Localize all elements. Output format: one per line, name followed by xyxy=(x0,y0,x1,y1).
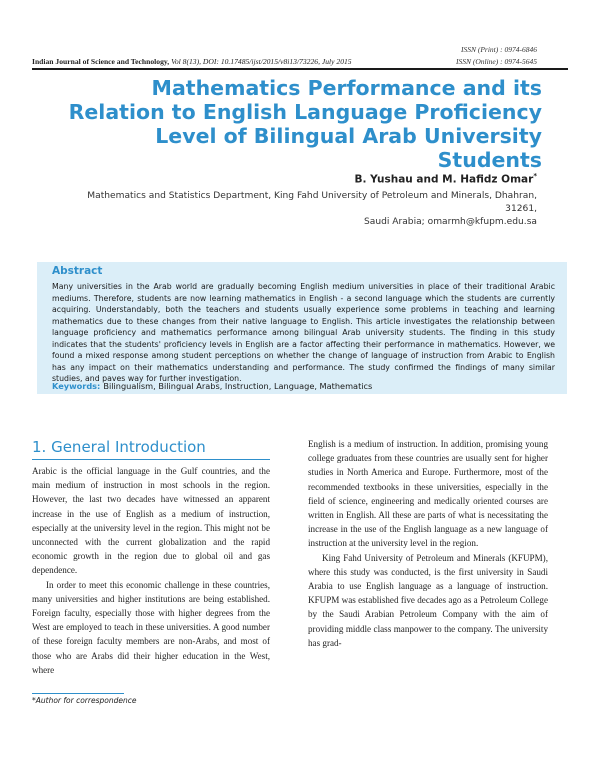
journal-name: Indian Journal of Science and Technology, xyxy=(32,57,170,66)
affiliation-line-1: Mathematics and Statistics Department, King Fahd University of Petroleum and Minerals, Dhahran, 31261, xyxy=(87,191,537,214)
author-mark: * xyxy=(533,172,537,180)
keywords xyxy=(52,381,372,391)
keywords-text: Bilingualism, Bilingual Arabs, Instruction, Language, Mathematics xyxy=(103,381,373,391)
right-paragraph-1: English is a medium of instruction. In addition, promising young college graduates from these countries are usually sent for higher studies in North America and Europe. Furthermore, most of the recommended textbooks in these universities, especially in the field of science, engineering and medically oriented courses are written in English. All these are parts of what is necessitating the increase in the use of the English language as a new language of instruction at the university level in the region. xyxy=(308,439,548,549)
author-names: B. Yushau and M. Hafidz Omar xyxy=(354,173,534,186)
keywords-label: Keywords: xyxy=(52,381,101,391)
journal-details: Vol 8(13), DOI: 10.17485/ijst/2015/v8i13/73226, July 2015 xyxy=(171,57,352,66)
authors xyxy=(355,172,537,186)
issn-online: ISSN (Online) : 0974-5645 xyxy=(455,57,537,66)
section-rule xyxy=(32,459,270,460)
left-paragraph-1: Arabic is the official language in the Gulf countries, and the main medium of instruction in most schools in the region. However, the last two decades have witnessed an apparent increase in the use of English as a medium of instruction, especially at the university level in the region. This might not be unconnected with the current globalization and the rapid economic growth in the region due to global oil and gas dependence. xyxy=(32,466,270,576)
right-paragraph-2: King Fahd University of Petroleum and Minerals (KFUPM), where this study was conducted, is the first university in Saudi Arabia to use English language as a language of instruction. KFUPM was established five decades ago as a Petroleum College by the Saudi Arabian Petroleum Company with the aim of providing middle class manpower to the company. The university has grad- xyxy=(308,552,548,648)
affiliation xyxy=(80,190,537,229)
header-rule xyxy=(32,68,568,70)
section-title: 1. General Introduction xyxy=(32,438,206,456)
abstract-text: Many universities in the Arab world are gradually becoming English medium universities in place of their traditional Arabic mediums. Therefore, students are now learning mathematics in English - a second language which the students are currently acquiring. Understandably, both the teachers and students usually experience some problems in teaching and learning mathematics due to these changes from their native language to English. This article investigates the relationship between language proficiency and mathematics performance among bilingual Arab university students. The finding in this study indicates that the students' proficiency levels in English are a factor affecting their performance in mathematics. However, we found a mixed response among student perceptions on whether the change of language of instruction from Arabic to English has any impact on their mathematics understanding and performance. The study confirmed the findings of many similar studies, and paves way for further investigation. xyxy=(52,282,555,383)
right-column xyxy=(308,437,548,650)
footnote: *Author for correspondence xyxy=(32,696,137,705)
footnote-rule xyxy=(32,693,124,694)
journal-citation xyxy=(32,57,352,66)
abstract-heading: Abstract xyxy=(52,265,103,277)
left-column xyxy=(32,464,270,677)
affiliation-line-2: Saudi Arabia; omarmh@kfupm.edu.sa xyxy=(363,217,537,227)
issn-print: ISSN (Print) : 0974-6846 xyxy=(460,45,537,54)
paper-title: Mathematics Performance and its Relation to English Language Proficiency Level of Bilingual Arab University Students xyxy=(68,76,542,172)
left-paragraph-2: In order to meet this economic challenge in these countries, many universities and higher institutions are being established. Foreign faculty, especially those with higher degrees from the West are employed to teach in these universities. A good number of these foreign faculty members are non-Arabs, and most of those who are Arabs did their higher education in the West, where xyxy=(32,579,270,675)
